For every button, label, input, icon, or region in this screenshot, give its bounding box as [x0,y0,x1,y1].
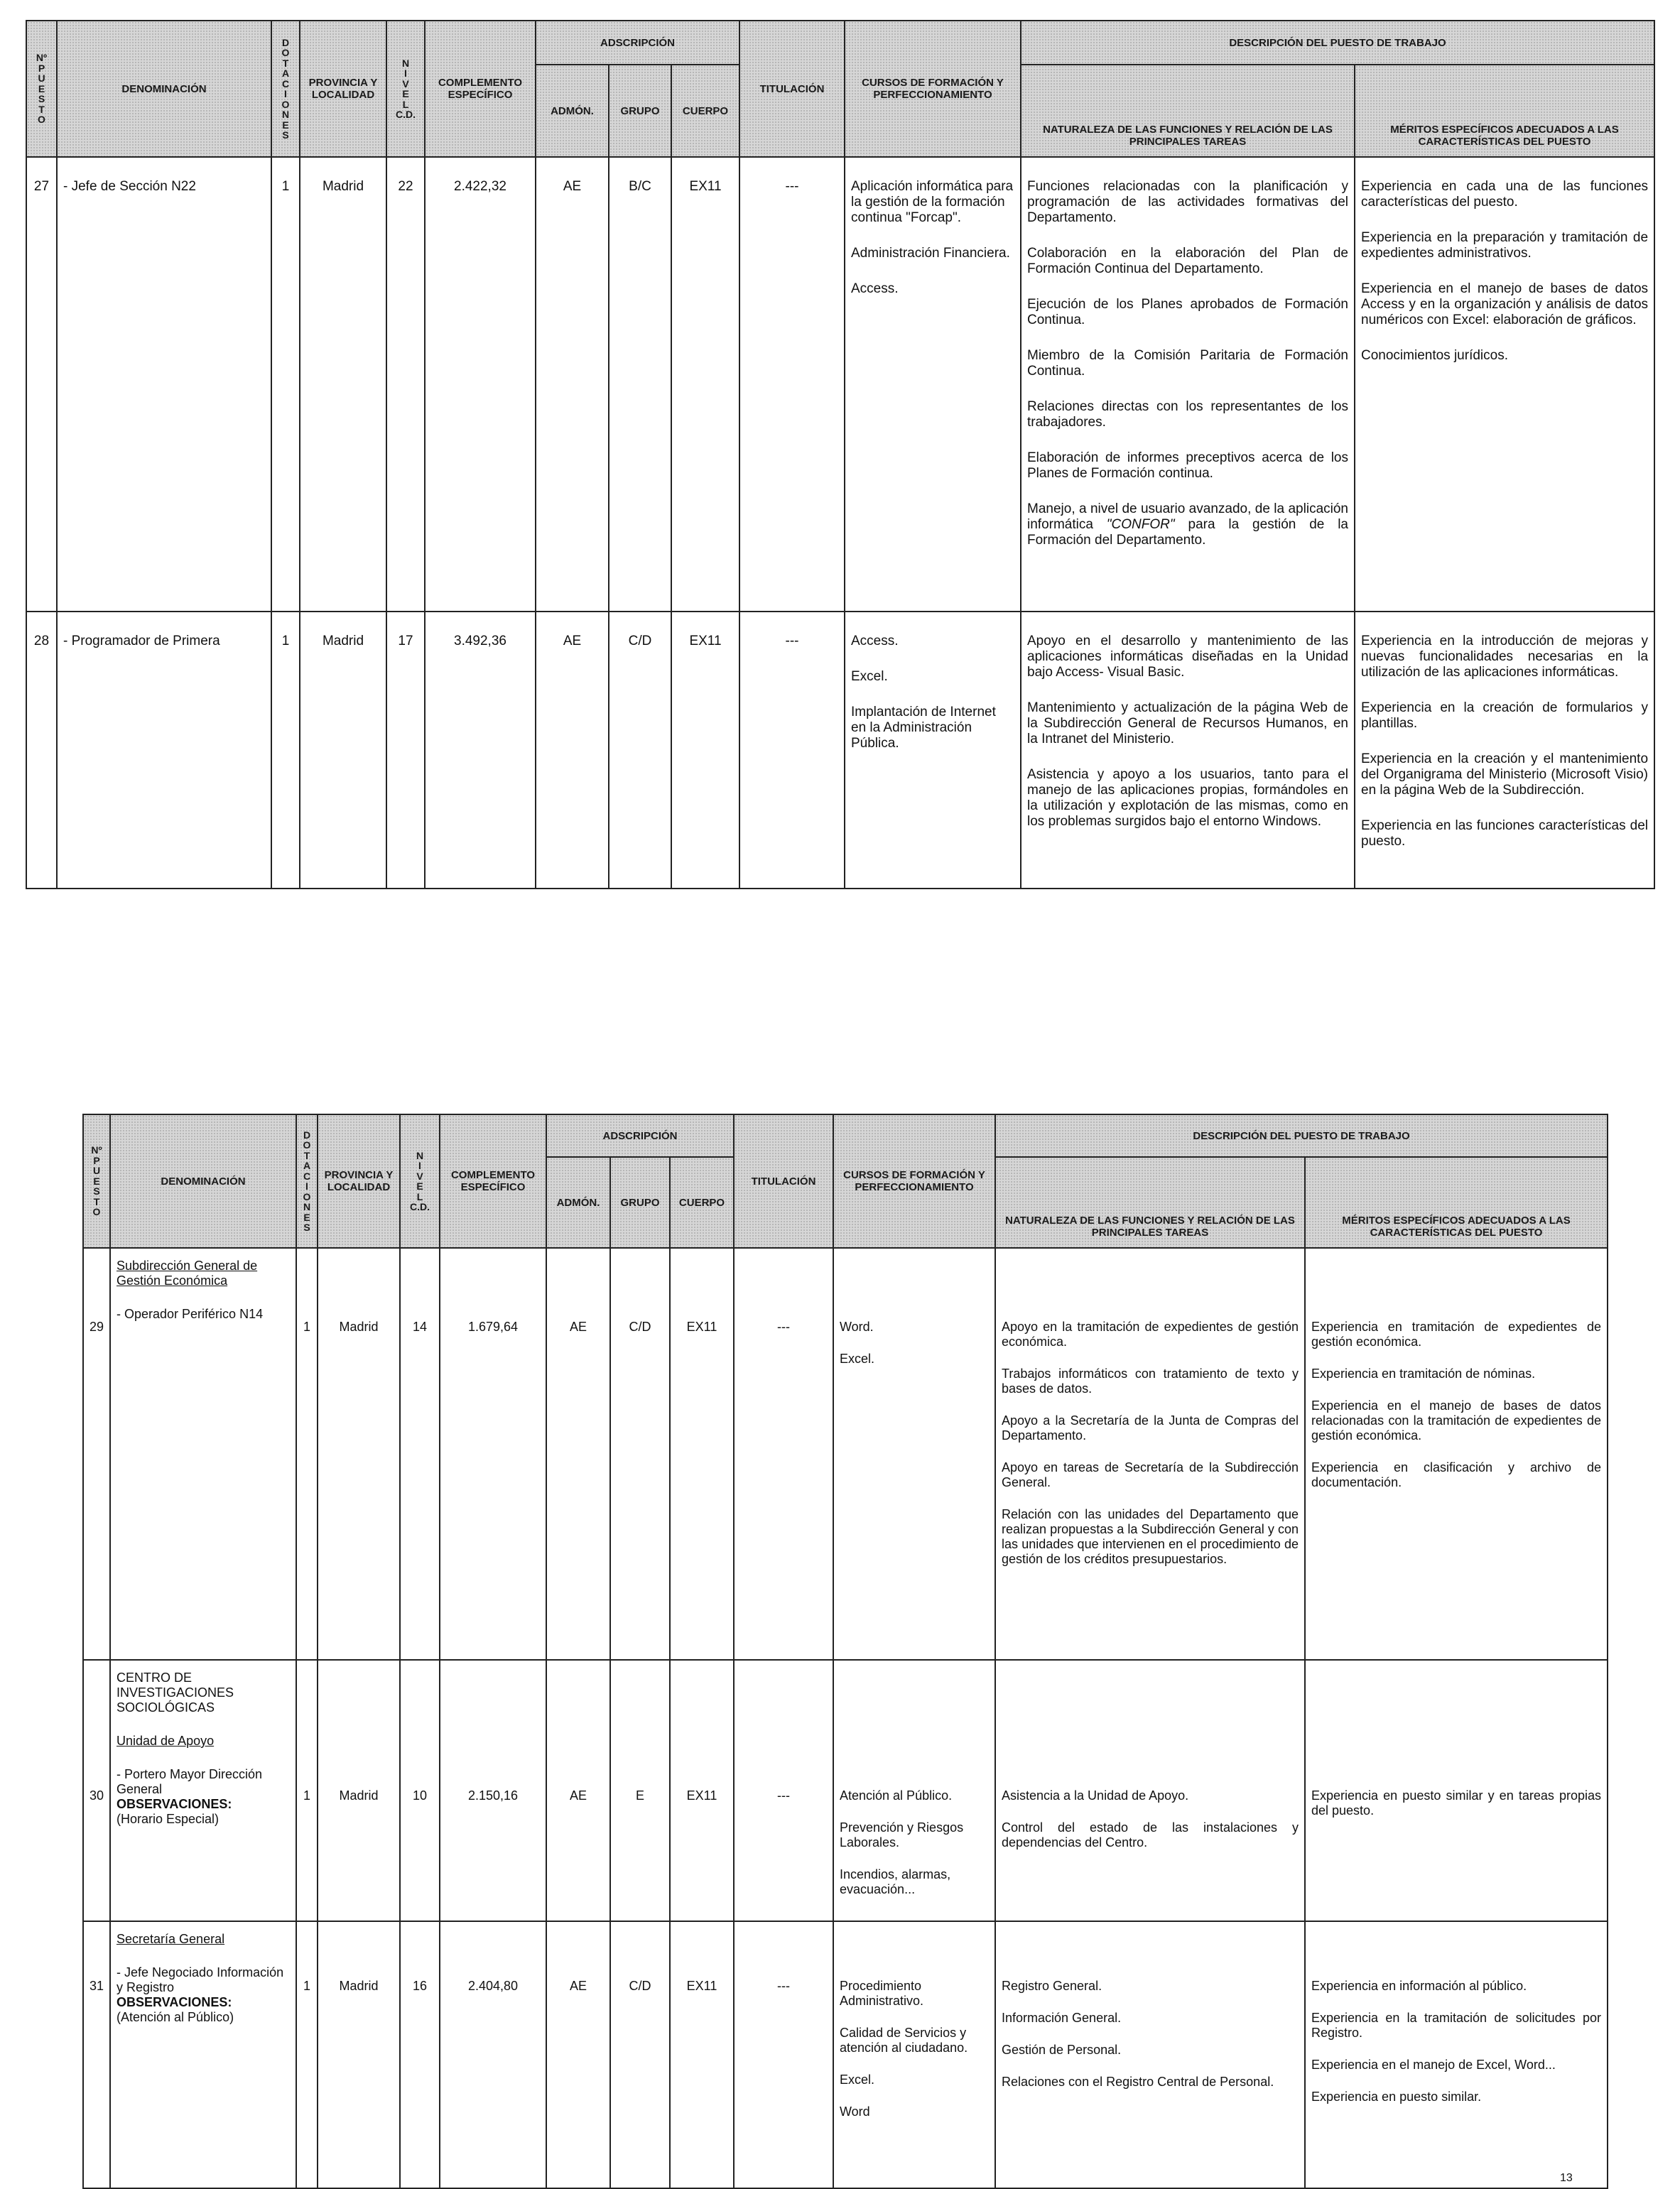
row-grupo: C/D [609,612,671,889]
row-complemento: 2.422,32 [425,157,536,612]
curso-item: Prevención y Riesgos Laborales. [840,1820,964,1849]
header-letter: E [303,1211,310,1223]
row-grupo: B/C [609,157,671,612]
merito-item: Experiencia en la tramitación de solicitudes por Registro. [1311,2011,1602,2040]
row-meritos [1355,157,1654,612]
merito-item: Experiencia en la creación de formularios y plantillas. [1361,700,1649,731]
header-letter: I [305,1180,308,1192]
row-dotaciones: 1 [296,1921,318,2188]
header-num [26,21,57,157]
row-cuerpo: EX11 [671,157,739,612]
header-admon: ADMÓN. [536,65,609,157]
header-letter: A [303,1160,311,1171]
funcion-item: Apoyo en el desarrollo y mantenimiento de las aplicaciones informáticas diseñadas en la Unidad bajo Access- Visual Basic. [1027,634,1348,680]
funcion-item: Registro General. [1002,1979,1102,1993]
merito-item: Conocimientos jurídicos. [1361,348,1508,363]
header-nivel: N I V E L C.D. [400,1114,440,1248]
row-cuerpo: EX11 [670,1660,734,1921]
unit-label: Subdirección General de Gestión Económica [116,1259,258,1288]
header-titulacion: TITULACIÓN [734,1114,833,1248]
header-letter: O [303,1190,311,1202]
header-letter: E [416,1180,423,1192]
header-grupo: GRUPO [610,1157,670,1248]
funcion-item: Relación con las unidades del Departamento que realizan propuestas a la Subdirección General y con las unidades que intervienen en el procedimiento de gestión de los créditos presupuestarios. [1002,1507,1299,1566]
observaciones-value: (Atención al Público) [116,2010,234,2024]
row-denominacion [110,1248,296,1660]
row-titulacion: --- [734,1921,833,2188]
header-letter: T [93,1195,100,1207]
row-titulacion: --- [734,1660,833,1921]
row-nivel: 22 [386,157,425,612]
header-letter: I [418,1160,421,1171]
curso-item: Excel. [851,669,888,684]
row-titulacion: --- [739,157,845,612]
row-grupo: C/D [610,1248,670,1660]
page-number: 13 [1560,2172,1573,2184]
row-localidad: Madrid [300,157,386,612]
funcion-item: Mantenimiento y actualización de la página Web de la Subdirección General de Recursos Humanos, en la Intranet del Ministerio. [1027,700,1348,746]
puesto-label: - Operador Periférico N14 [116,1307,264,1321]
merito-item: Experiencia en la preparación y tramitación de expedientes administrativos. [1361,230,1649,261]
header-letter: I [284,88,287,99]
header-complemento: COMPLEMENTO ESPECÍFICO [425,21,536,157]
row-complemento: 2.404,80 [440,1921,546,2188]
row-num: 30 [83,1660,110,1921]
merito-item: Experiencia en tramitación de nóminas. [1311,1367,1536,1381]
curso-item: Implantación de Internet en la Administración Pública. [851,705,996,751]
header-cuerpo: CUERPO [671,65,739,157]
header-nivel: N I V E L C.D. [386,21,425,157]
header-letter: Nº [36,52,48,64]
header-letter: T [38,103,45,115]
row-denominacion [110,1660,296,1921]
merito-item: Experiencia en el manejo de bases de datos Access y en la organización y análisis de datos numéricos con Excel: elaboración de gráficos. [1361,281,1649,327]
row-dotaciones: 1 [296,1248,318,1660]
merito-item: Experiencia en la introducción de mejoras y nuevas funcionalidades necesarias en la utilización de las aplicaciones informáticas. [1361,634,1649,680]
row-cursos [845,157,1021,612]
header-naturaleza: NATURALEZA DE LAS FUNCIONES Y RELACIÓN DE LAS PRINCIPALES TAREAS [995,1157,1305,1248]
row-nivel: 17 [386,612,425,889]
row-cuerpo: EX11 [670,1248,734,1660]
header-letter: N [401,57,410,69]
merito-item: Experiencia en información al público. [1311,1979,1527,1993]
row-num: 29 [83,1248,110,1660]
header-dotaciones [296,1114,318,1248]
table-row [26,612,1654,889]
funcion-item: Funciones relacionadas con la planificación y programación de las actividades formativas del Departamento. [1027,179,1348,225]
row-cuerpo: EX11 [670,1921,734,2188]
header-letter: T [282,57,289,69]
row-grupo: E [610,1660,670,1921]
header-letter: N [416,1149,424,1161]
header-letter: E [402,88,409,99]
funcion-item: Apoyo en la tramitación de expedientes de gestión económica. [1002,1320,1299,1349]
table-row [83,1248,1608,1660]
funcion-item: Asistencia y apoyo a los usuarios, tanto para el manejo de las aplicaciones propias, formándoles en la utilización y explotación de las mismas, como en los problemas surgidos bajo el entorno Windows. [1027,767,1348,829]
row-num: 27 [26,157,57,612]
row-complemento: 2.150,16 [440,1660,546,1921]
row-num: 31 [83,1921,110,2188]
header-letter: S [282,129,289,141]
merito-item: Experiencia en tramitación de expedientes de gestión económica. [1311,1320,1602,1349]
funcion-item: Relaciones con el Registro Central de Personal. [1002,2075,1274,2089]
funcion-item: Apoyo en tareas de Secretaría de la Subdirección General. [1002,1460,1299,1489]
curso-item: Administración Financiera. [851,246,1010,261]
table-puestos-1 [26,20,1655,889]
header-descripcion: DESCRIPCIÓN DEL PUESTO DE TRABAJO [995,1114,1608,1157]
header-letter: T [303,1149,310,1161]
row-meritos [1305,1921,1608,2188]
header-letter: O [38,114,45,126]
row-denominacion: - Jefe de Sección N22 [57,157,271,612]
row-admon: AE [536,612,609,889]
header-letter: L [402,98,409,110]
header-titulacion: TITULACIÓN [739,21,845,157]
header-provincia: PROVINCIA Y LOCALIDAD [318,1114,400,1248]
header-letter: E [93,1175,100,1187]
header-letter: P [93,1154,100,1166]
curso-item: Access. [851,634,899,648]
header-adscripcion: ADSCRIPCIÓN [536,21,739,65]
header-letter: S [93,1185,100,1197]
curso-item: Incendios, alarmas, evacuación... [840,1867,951,1896]
row-dotaciones: 1 [271,612,300,889]
header-letter: V [402,77,409,89]
row-titulacion: --- [734,1248,833,1660]
header-denominacion: DENOMINACIÓN [57,21,271,157]
funcion-item: Miembro de la Comisión Paritaria de Formación Continua. [1027,348,1348,379]
header-cursos: CURSOS DE FORMACIÓN Y PERFECCIONAMIENTO [833,1114,995,1248]
header-letter: C [281,77,290,89]
row-titulacion: --- [739,612,845,889]
funcion-item: Asistencia a la Unidad de Apoyo. [1002,1788,1189,1803]
table-row [83,1660,1608,1921]
curso-item: Word [840,2104,870,2119]
header-grupo: GRUPO [609,65,671,157]
funcion-item: Información General. [1002,2011,1122,2025]
header-complemento: COMPLEMENTO ESPECÍFICO [440,1114,546,1248]
row-num: 28 [26,612,57,889]
row-localidad: Madrid [318,1921,400,2188]
header-letter: O [281,98,290,110]
funcion-item: Elaboración de informes preceptivos acerca de los Planes de Formación continua. [1027,450,1348,481]
table-row [26,157,1654,612]
row-nivel: 14 [400,1248,440,1660]
funcion-item: Trabajos informáticos con tratamiento de texto y bases de datos. [1002,1367,1299,1396]
curso-item: Word. [840,1320,874,1334]
row-grupo: C/D [610,1921,670,2188]
header-letter: A [281,67,290,79]
header-denominacion: DENOMINACIÓN [110,1114,296,1248]
puesto-label: - Portero Mayor Dirección General [116,1767,263,1796]
curso-item: Excel. [840,1352,875,1366]
centro-label: CENTRO DE INVESTIGACIONES SOCIOLÓGICAS [116,1671,234,1715]
row-cursos [845,612,1021,889]
header-cuerpo: CUERPO [670,1157,734,1248]
row-funciones [995,1248,1305,1660]
header-admon: ADMÓN. [546,1157,610,1248]
header-meritos: MÉRITOS ESPECÍFICOS ADECUADOS A LAS CARACTERÍSTICAS DEL PUESTO [1305,1157,1608,1248]
row-meritos [1305,1248,1608,1660]
row-funciones [1021,612,1355,889]
observaciones-label: OBSERVACIONES: [116,1995,232,2009]
row-funciones [995,1660,1305,1921]
header-meritos: MÉRITOS ESPECÍFICOS ADECUADOS A LAS CARACTERÍSTICAS DEL PUESTO [1355,65,1654,157]
row-cursos [833,1921,995,2188]
row-dotaciones: 1 [271,157,300,612]
header-letter: Nº [91,1144,102,1156]
funcion-item: Manejo, a nivel de usuario avanzado, de la aplicación informática "CONFOR" para la gestión de la Formación del Departamento. [1027,501,1348,548]
curso-item: Aplicación informática para la gestión de la formación continua "Forcap". [851,179,1014,225]
header-letter: U [92,1165,101,1177]
row-localidad: Madrid [318,1660,400,1921]
row-localidad: Madrid [318,1248,400,1660]
row-cursos [833,1660,995,1921]
row-nivel: 10 [400,1660,440,1921]
row-complemento: 1.679,64 [440,1248,546,1660]
merito-item: Experiencia en el manejo de Excel, Word... [1311,2058,1556,2072]
header-letter: D [303,1129,311,1141]
row-cuerpo: EX11 [671,612,739,889]
header-letter: L [416,1190,423,1202]
merito-item: Experiencia en las funciones características del puesto. [1361,818,1649,849]
header-cursos: CURSOS DE FORMACIÓN Y PERFECCIONAMIENTO [845,21,1021,157]
curso-item: Access. [851,281,899,296]
row-funciones [995,1921,1305,2188]
header-dotaciones [271,21,300,157]
header-adscripcion: ADSCRIPCIÓN [546,1114,734,1157]
row-denominacion [110,1921,296,2188]
puesto-label: - Jefe Negociado Información y Registro [116,1965,284,1994]
header-naturaleza: NATURALEZA DE LAS FUNCIONES Y RELACIÓN DE LAS PRINCIPALES TAREAS [1021,65,1355,157]
header-descripcion: DESCRIPCIÓN DEL PUESTO DE TRABAJO [1021,21,1654,65]
row-nivel: 16 [400,1921,440,2188]
merito-item: Experiencia en el manejo de bases de datos relacionadas con la tramitación de expedientes de gestión económica. [1311,1398,1602,1443]
merito-item: Experiencia en puesto similar. [1311,2090,1482,2104]
header-letter: C [303,1170,311,1182]
header-letter: S [38,93,45,105]
curso-item: Procedimiento Administrativo. [840,1979,924,2008]
row-denominacion: - Programador de Primera [57,612,271,889]
header-letter: N [281,109,290,120]
header-letter: V [416,1170,423,1182]
observaciones-label: OBSERVACIONES: [116,1797,232,1811]
row-admon: AE [546,1248,610,1660]
funcion-item: Control del estado de las instalaciones y dependencias del Centro. [1002,1820,1299,1849]
header-letter: U [38,72,45,85]
row-dotaciones: 1 [296,1660,318,1921]
unit-label: Secretaría General [116,1932,225,1946]
merito-item: Experiencia en la creación y el mantenimiento del Organigrama del Ministerio (Microsoft Visio) en la página Web de la Subdirección. [1361,751,1649,798]
header-letter: O [281,47,290,58]
row-admon: AE [546,1921,610,2188]
funcion-item: Gestión de Personal. [1002,2043,1122,2057]
row-admon: AE [546,1660,610,1921]
row-meritos [1305,1660,1608,1921]
header-letter: D [281,36,290,48]
row-meritos [1355,612,1654,889]
curso-item: Excel. [840,2073,875,2087]
merito-item: Experiencia en puesto similar y en tareas propias del puesto. [1311,1788,1602,1818]
funcion-item: Relaciones directas con los representantes de los trabajadores. [1027,399,1348,430]
row-funciones [1021,157,1355,612]
merito-item: Experiencia en clasificación y archivo de documentación. [1311,1460,1602,1489]
table-row [83,1921,1608,2188]
header-letter: O [303,1139,311,1151]
header-letter: E [38,82,45,94]
curso-item: Atención al Público. [840,1788,953,1803]
header-letter: E [282,119,289,131]
funcion-item: Apoyo a la Secretaría de la Junta de Compras del Departamento. [1002,1413,1299,1443]
curso-item: Calidad de Servicios y atención al ciudadano. [840,2026,968,2055]
funcion-item: Ejecución de los Planes aprobados de Formación Continua. [1027,297,1348,327]
header-letter: N [303,1201,311,1212]
row-complemento: 3.492,36 [425,612,536,889]
funcion-item: Colaboración en la elaboración del Plan de Formación Continua del Departamento. [1027,246,1348,276]
merito-item: Experiencia en cada una de las funciones características del puesto. [1361,179,1649,210]
row-admon: AE [536,157,609,612]
header-letter: P [38,62,45,74]
observaciones-value: (Horario Especial) [116,1812,220,1826]
row-localidad: Madrid [300,612,386,889]
header-letter: O [92,1206,101,1218]
header-letter: I [404,67,407,79]
header-letter: S [303,1222,310,1233]
table-puestos-2 [82,1114,1608,2189]
row-cursos [833,1248,995,1660]
header-num [83,1114,110,1248]
unit-label: Unidad de Apoyo [116,1734,215,1748]
header-provincia: PROVINCIA Y LOCALIDAD [300,21,386,157]
